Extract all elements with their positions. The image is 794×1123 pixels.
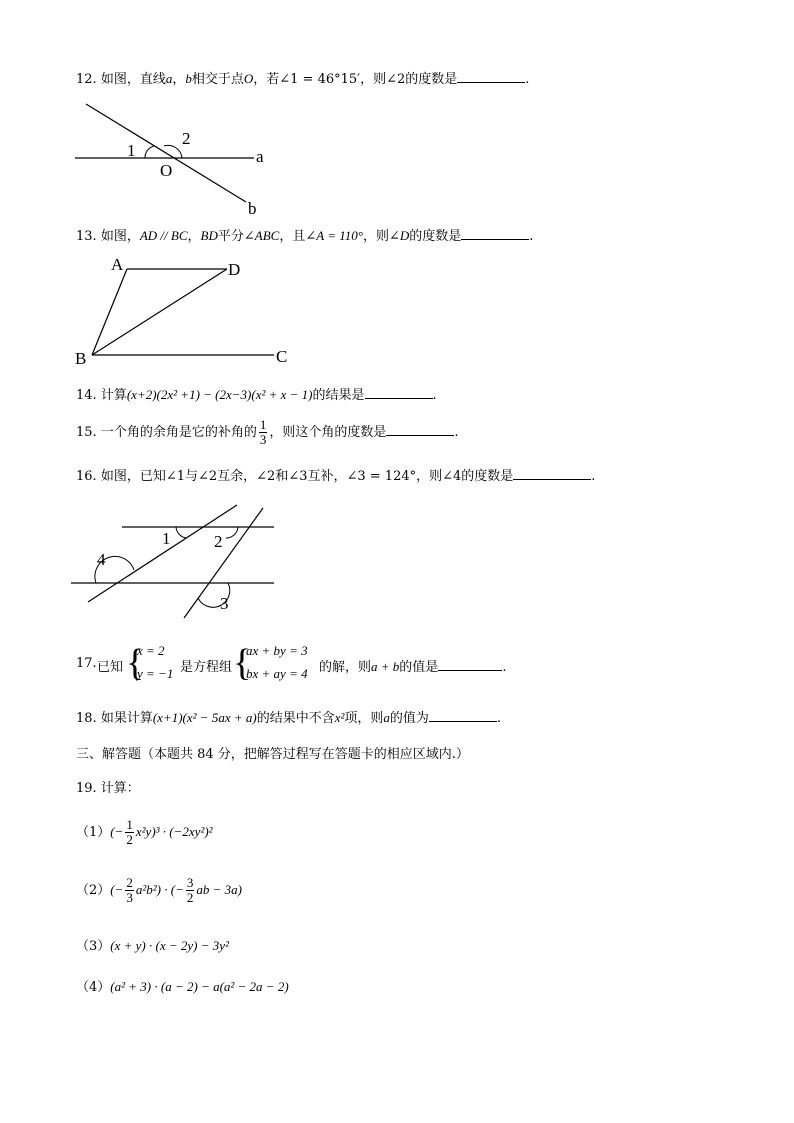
question-number: 16. [76,469,97,484]
equation-2: bx + ay = 4 [246,666,308,681]
answer-blank[interactable] [365,386,433,399]
question-14: 14. 计算(x+2)(2x² +1) − (2x−3)(x² + x − 1)的结果是 . [76,387,437,403]
angle-4-label: 4 [97,550,106,569]
line-a-label: a [256,147,264,166]
fraction: $\frac{2}{3}$ [126,875,133,905]
question-19-part-1: （1）(− $\frac{1}{2}$ x²y)³ · (−2xy²)² [76,817,213,847]
question-12: 12. 如图，直线a，b相交于点O，若∠1 = 46°15′，则∠2的度数是 . [76,71,530,87]
question-number: 13. [76,229,97,244]
question-18: 18. 如果计算(x+1)(x² − 5ax + a)的结果中不含x²项，则a的值为 . [76,710,502,726]
figure-13 [70,252,300,370]
angle-3-label: 3 [220,594,229,613]
angle-1-label: 1 [162,529,171,548]
question-19-part-2: （2）(− $\frac{2}{3}$ a²b²) · (− $\frac{3}{2}$ ab − 3a) [76,875,242,905]
answer-blank[interactable] [438,658,502,671]
answer-blank[interactable] [429,709,497,722]
question-15: 15. 一个角的余角是它的补角的 $\frac{1}{3}$ ，则这个角的度数是 . [76,417,459,447]
question-13: 13. 如图，AD // BC，BD平分∠ABC，且∠A = 110°，则∠D的度数是 . [76,228,534,244]
angle-2-label: 2 [182,129,191,148]
answer-blank[interactable] [457,70,525,83]
point-o-label: O [160,161,173,180]
angle-2-label: 2 [214,532,223,551]
point-a-label: A [111,255,124,274]
question-number: 18. [76,711,97,726]
question-19-part-4: （4）(a² + 3) · (a − 2) − a(a² − 2a − 2) [76,979,289,995]
equation-1: ax + by = 3 [246,643,308,658]
answer-blank[interactable] [461,227,529,240]
fraction: $\frac{1}{3}$ [259,417,267,447]
math-expression: (x+2)(2x² +1) − (2x−3)(x² + x − 1) [126,387,313,402]
solution-x: x = 2 [137,643,165,658]
question-number: 14. [76,388,97,403]
solution-y: y = −1 [137,666,174,681]
figure-12 [70,100,280,218]
answer-blank[interactable] [513,467,591,480]
question-number: 12. [76,72,97,87]
section-heading: 三、解答题（本题共 84 分，把解答过程写在答题卡的相应区域内.） [76,747,469,762]
fraction: $\frac{1}{2}$ [126,817,133,847]
math-expression: (x+1)(x² − 5ax + a) [152,710,257,725]
point-d-label: D [228,260,241,279]
fraction: $\frac{3}{2}$ [186,875,194,905]
question-19-part-3: （3）(x + y) · (x − 2y) − 3y² [76,938,229,954]
line-b-label: b [248,199,257,218]
question-number: 15. [76,425,97,440]
point-b-label: B [75,349,87,368]
question-16: 16. 如图，已知∠1与∠2互余，∠2和∠3互补，∠3 = 124°，则∠4的度数是 . [76,469,596,484]
answer-blank[interactable] [386,423,454,436]
question-19-title: 19. 计算： [76,781,140,796]
point-c-label: C [276,347,288,366]
question-number: 17. [76,656,97,671]
figure-16 [66,500,286,625]
angle-1-label: 1 [127,141,136,160]
